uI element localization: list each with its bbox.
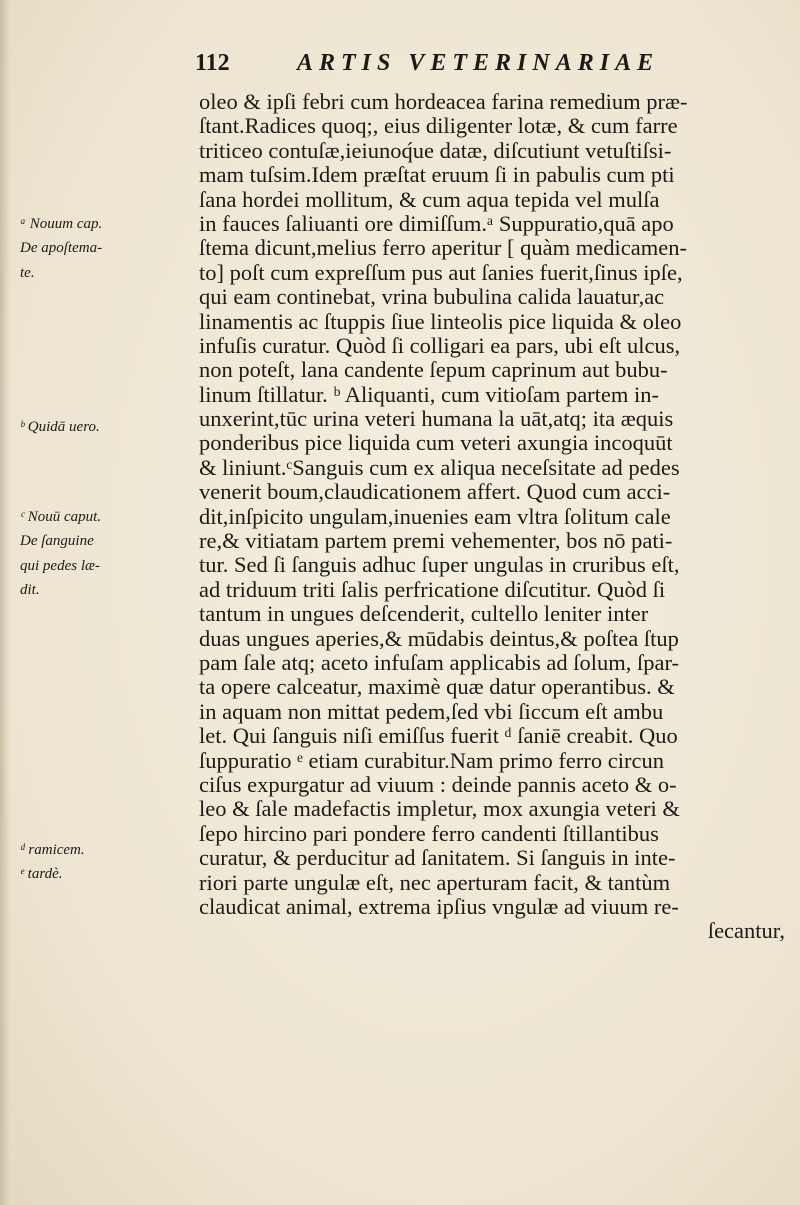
text-line: pam ſale atq; aceto infuſam applicabis ad ſolum, ſpar- xyxy=(199,649,680,675)
running-head xyxy=(195,46,735,82)
margin-note-line: ᵇ Quidā uero. xyxy=(20,419,100,435)
margin-note-line: De ſanguine xyxy=(20,533,94,550)
margin-note-e xyxy=(20,862,63,886)
text-line: non poteſt, lana candente ſepum caprinum aut bubu- xyxy=(199,357,668,383)
text-line: infuſis curatur. Quòd ſi colligari ea pars, ubi eſt ulcus, xyxy=(199,332,681,358)
margin-note-line: dit. xyxy=(20,582,40,599)
text-line: leo & ſale madefactis impletur, mox axungia veteri & xyxy=(199,796,680,822)
margin-note-line: ᶜ Nouū caput. xyxy=(20,509,102,525)
text-line: ſtema dicunt,melius ferro aperitur [ quàm medicamen- xyxy=(199,235,687,261)
text-line: venerit boum,claudicationem affert. Quod cum acci- xyxy=(199,479,671,505)
margin-note-line: te. xyxy=(20,264,35,281)
text-line: riori parte ungulæ eſt, nec aperturam facit, & tantùm xyxy=(199,869,671,895)
text-line: curatur, & perducitur ad ſanitatem. Si ſanguis in inte- xyxy=(199,845,676,871)
text-line: re,& vitiatam partem premi vehementer, bos nō pati- xyxy=(199,528,673,554)
margin-note-b xyxy=(20,415,100,439)
text-line: duas ungues aperies,& mūdabis deintus,& poſtea ſtup xyxy=(199,625,679,651)
text-line: claudicat animal, extrema ipſius vngulæ ad viuum re- xyxy=(199,893,679,919)
text-line: unxerint,tūc urina veteri humana la uāt,atq; ita æquis xyxy=(199,406,674,432)
text-line: let. Qui ſanguis niſi emiſſus fuerit ᵈ ſaniē creabit. Quo xyxy=(199,723,678,749)
text-line: mam tuſsim.Idem præſtat eruum ſi in pabulis cum pti xyxy=(199,162,675,188)
text-line: oleo & ipſi febri cum hordeacea farina remedium præ- xyxy=(199,89,688,114)
text-line-catchword: ſecantur, xyxy=(707,918,785,944)
margin-note-line: qui pedes læ- xyxy=(20,557,100,574)
text-line: ciſus expurgatur ad viuum : deinde pannis aceto & o- xyxy=(199,771,677,797)
text-line: & liniunt.ᶜSanguis cum ex aliqua neceſsitate ad pedes xyxy=(199,454,680,480)
margin-note-a xyxy=(20,212,102,285)
text-line: ſepo hircino pari pondere ferro candenti ſtillantibus xyxy=(199,820,659,846)
text-line: ta opere calceatur, maximè quæ datur operantibus. & xyxy=(199,674,675,700)
text-line: in fauces ſaliuanti ore dimiſſum.ᵃ Suppuratio,quā apo xyxy=(199,210,674,236)
margin-note-c xyxy=(20,505,101,603)
text-line: linamentis ac ſtuppis ſiue linteolis pice liquida & oleo xyxy=(199,308,682,334)
margin-note-line: De apoſtema- xyxy=(20,240,103,257)
text-line: dit,inſpicito ungulam,inuenies eam vltra ſolitum cale xyxy=(199,503,671,529)
text-line: qui eam continebat, vrina bubulina calida lauatur,ac xyxy=(199,284,665,310)
main-text-block xyxy=(199,90,785,944)
text-line: in aquam non mittat pedem,ſed vbi ſiccum eſt ambu xyxy=(199,698,664,724)
page-number: 112 xyxy=(195,50,230,76)
text-line: ponderibus pice liquida cum veteri axungia incoquūt xyxy=(199,430,673,456)
text-line: tantum in ungues deſcenderit, cultello leniter inter xyxy=(199,601,649,627)
text-line: triticeo contuſæ,ieiunoq́ue datæ, diſcutiunt vetuſtiſsi- xyxy=(199,137,672,163)
margin-note-line: ᵃ Nouum cap. xyxy=(20,216,103,232)
text-line: ſana hordei mollitum, & cum aqua tepida vel mulſa xyxy=(199,186,660,212)
text-line: tur. Sed ſi ſanguis adhuc ſuper ungulas in cruribus eſt, xyxy=(199,552,680,578)
margin-note-line: ᵉ tardè. xyxy=(20,866,63,882)
text-line: ſuppuratio ᵉ etiam curabitur.Nam primo ferro circun xyxy=(199,747,664,773)
text-line: ad triduum triti ſalis perfricatione diſcutitur. Quòd ſi xyxy=(199,576,666,602)
text-line: ſtant.Radices quoq;, eius diligenter lotæ, & cum farre xyxy=(199,113,678,139)
gutter-shadow xyxy=(0,0,10,1205)
text-line: to] poſt cum expreſſum pus aut ſanies fuerit,ſinus ipſe, xyxy=(199,259,683,285)
running-title: ARTIS VETERINARIAE xyxy=(297,50,660,76)
margin-note-line: ᵈ ramicem. xyxy=(20,842,85,858)
margin-note-d xyxy=(20,838,85,862)
text-line: linum ſtillatur. ᵇ Aliquanti, cum vitioſam partem in- xyxy=(199,381,660,407)
